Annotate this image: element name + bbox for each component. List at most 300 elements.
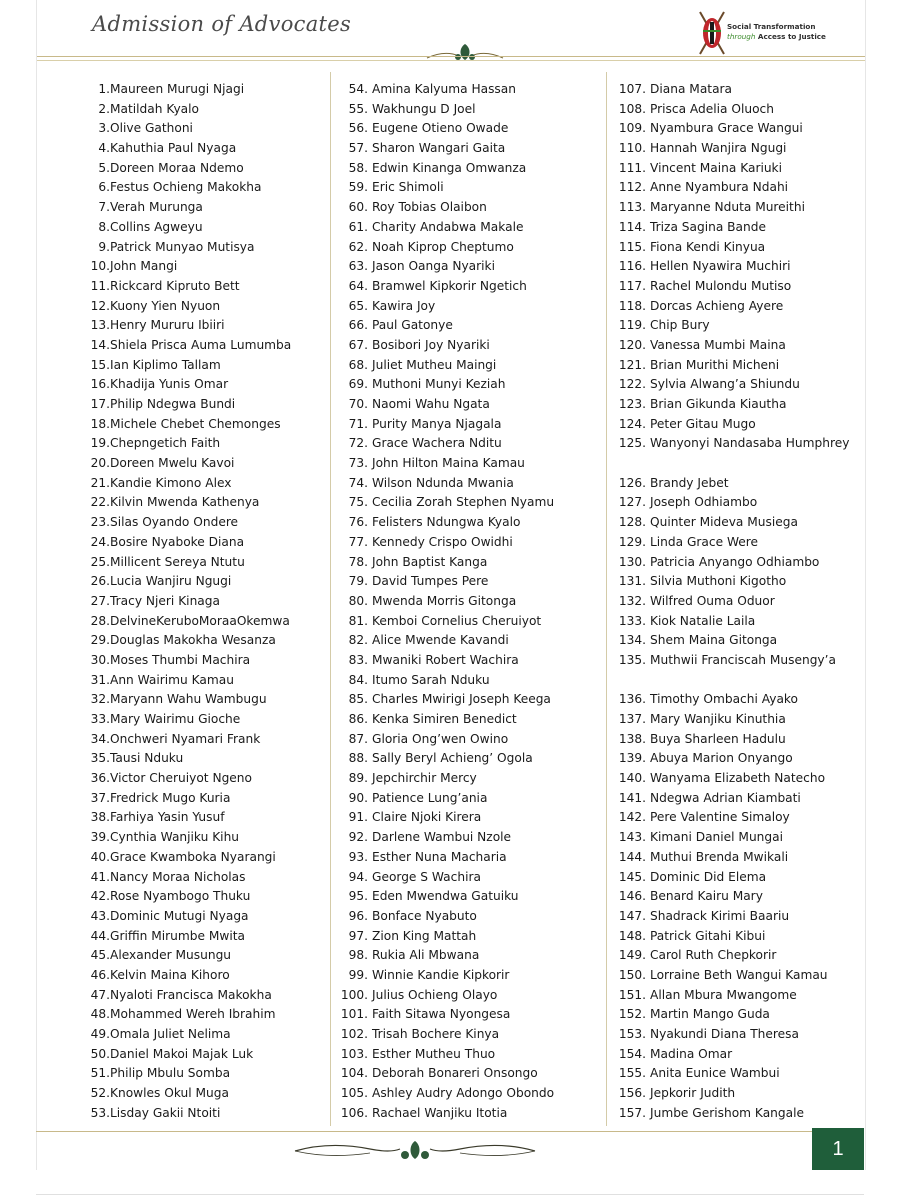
list-item-name: Timothy Ombachi Ayako xyxy=(650,692,798,707)
list-item-number: 145. xyxy=(618,869,646,884)
list-item-name: DelvineKeruboMoraaOkemwa xyxy=(110,613,290,628)
list-item-number: 68. xyxy=(348,357,368,372)
coat-of-arms-icon xyxy=(697,8,727,58)
list-item-number: 157. xyxy=(618,1105,646,1120)
list-item-name: Madina Omar xyxy=(650,1046,733,1061)
list-item-number: 52. xyxy=(90,1086,110,1101)
list-item-name: Diana Matara xyxy=(650,82,733,96)
list-item-name: Nyambura Grace Wangui xyxy=(650,121,803,136)
list-item-number: 34. xyxy=(90,731,110,746)
header-rule-secondary xyxy=(37,60,865,61)
list-item-name: John Hilton Maina Kamau xyxy=(372,456,525,471)
list-item-number: 131. xyxy=(618,574,646,589)
logo-tagline xyxy=(727,18,826,42)
list-item-name: Esther Mutheu Thuo xyxy=(372,1046,496,1061)
list-item-name: Hannah Wanjira Ngugi xyxy=(650,141,787,156)
list-item-name: Henry Mururu Ibiiri xyxy=(110,318,225,333)
list-item-number: 129. xyxy=(618,534,646,549)
list-item-name: Eden Mwendwa Gatuiku xyxy=(372,889,519,904)
list-item-name: George S Wachira xyxy=(372,869,481,884)
logo-through: through xyxy=(727,32,756,41)
list-item-name: Sally Beryl Achieng’ Ogola xyxy=(372,751,533,766)
list-item-number: 98. xyxy=(348,948,368,963)
list-item-number: 24. xyxy=(90,534,110,549)
list-item-name: Nancy Moraa Nicholas xyxy=(110,869,246,884)
logo-line2: Access to Justice xyxy=(757,32,826,41)
list-item-name: Deborah Bonareri Onsongo xyxy=(372,1066,538,1081)
list-item-name: Allan Mbura Mwangome xyxy=(650,987,797,1002)
list-item-number: 7. xyxy=(98,200,110,215)
list-item-number: 117. xyxy=(618,278,646,293)
list-item-number: 152. xyxy=(618,1007,646,1022)
list-item-number: 19. xyxy=(90,436,110,451)
list-item-name: Lucia Wanjiru Ngugi xyxy=(110,574,232,589)
list-item-number: 15. xyxy=(90,357,110,372)
list-item-number: 133. xyxy=(618,613,646,628)
list-item-number: 141. xyxy=(618,790,646,805)
list-item-name: Juliet Mutheu Maingi xyxy=(372,357,497,372)
list-item-number: 121. xyxy=(618,357,646,372)
list-item-number: 67. xyxy=(348,337,368,352)
list-item-name: Wakhungu D Joel xyxy=(372,101,476,116)
list-item-number: 89. xyxy=(348,771,368,786)
list-item-number: 25. xyxy=(90,554,110,569)
list-item-name: Cynthia Wanjiku Kihu xyxy=(110,830,240,845)
list-item-name: Kenka Simiren Benedict xyxy=(372,712,517,726)
list-item-number: 39. xyxy=(90,830,110,845)
list-item-number: 136. xyxy=(618,692,646,707)
list-item-number: 85. xyxy=(348,692,368,707)
list-item-name: Anne Nyambura Ndahi xyxy=(650,180,789,195)
list-item-number: 110. xyxy=(618,141,646,156)
list-item-name: David Tumpes Pere xyxy=(372,574,489,589)
list-item-name: Brian Gikunda Kiautha xyxy=(650,397,787,411)
list-item-name: Edwin Kinanga Omwanza xyxy=(372,160,527,175)
list-item-number: 4. xyxy=(98,141,110,156)
list-item-name: Rukia Ali Mbwana xyxy=(372,948,480,963)
list-item-name: Rose Nyambogo Thuku xyxy=(110,889,251,904)
header-ornament-icon xyxy=(425,40,505,66)
list-item-number: 125. xyxy=(618,436,646,451)
list-item-number: 65. xyxy=(348,298,368,313)
list-item-name: Itumo Sarah Nduku xyxy=(372,672,490,687)
list-item-name: Alexander Musungu xyxy=(110,948,232,963)
list-item-number: 53. xyxy=(90,1105,110,1120)
list-item-number: 30. xyxy=(90,652,110,667)
list-item-number: 122. xyxy=(618,377,646,392)
list-item-number: 50. xyxy=(90,1046,110,1061)
list-item-name: Brian Murithi Micheni xyxy=(650,357,780,372)
list-item-number: 12. xyxy=(90,298,110,313)
list-item-name: Kelvin Maina Kihoro xyxy=(110,967,230,982)
list-item-name: Tausi Nduku xyxy=(110,751,184,766)
list-item-name: Kennedy Crispo Owidhi xyxy=(372,534,513,549)
list-item-name: Bramwel Kipkorir Ngetich xyxy=(372,278,527,293)
list-item-number: 5. xyxy=(98,160,110,175)
list-item-name: Alice Mwende Kavandi xyxy=(372,633,509,648)
list-item-name: Mary Wairimu Gioche xyxy=(110,712,241,726)
list-item-number: 149. xyxy=(618,948,646,963)
list-item-name: Hellen Nyawira Muchiri xyxy=(650,259,791,274)
list-item-name: Wilson Ndunda Mwania xyxy=(372,475,514,490)
list-item-number: 103. xyxy=(340,1046,368,1061)
logo-line1: Social Transformation xyxy=(727,22,816,31)
list-item-number: 150. xyxy=(618,967,646,982)
list-item-number: 108. xyxy=(618,101,646,116)
list-item-number: 116. xyxy=(618,259,646,274)
list-item-name: Vincent Maina Kariuki xyxy=(650,160,783,175)
list-item-number: 111. xyxy=(618,160,646,175)
list-item-number: 61. xyxy=(348,219,368,234)
list-item-number: 29. xyxy=(90,633,110,648)
list-item-number: 11. xyxy=(90,278,110,293)
list-item-name: Jumbe Gerishom Kangale xyxy=(650,1105,804,1120)
list-item-name: Chepngetich Faith xyxy=(110,436,221,451)
list-item-name: Patience Lung’ania xyxy=(372,790,488,805)
list-item-name: Muthwii Franciscah Musengy’a xyxy=(650,652,836,667)
list-item-name: Trisah Bochere Kinya xyxy=(372,1027,500,1041)
list-item-number: 6. xyxy=(98,180,110,195)
list-item-number: 31. xyxy=(90,672,110,687)
list-item-number: 124. xyxy=(618,416,646,431)
list-item-number: 9. xyxy=(98,239,110,254)
list-item-name: Muthoni Munyi Keziah xyxy=(372,377,506,392)
list-item-number: 48. xyxy=(90,1007,110,1022)
list-item-name: Olive Gathoni xyxy=(110,121,193,136)
list-item-number: 82. xyxy=(348,633,368,648)
list-item-number: 2. xyxy=(98,101,110,116)
list-item-number: 38. xyxy=(90,810,110,825)
list-item-name: Jason Oanga Nyariki xyxy=(372,259,495,274)
list-item-number: 76. xyxy=(348,515,368,530)
list-item-number: 49. xyxy=(90,1027,110,1041)
list-item-number: 55. xyxy=(348,101,368,116)
list-item-name: Zion King Mattah xyxy=(372,928,477,943)
list-item-number: 64. xyxy=(348,278,368,293)
list-item-name: Fredrick Mugo Kuria xyxy=(110,790,231,805)
list-item-name: Collins Agweyu xyxy=(110,219,203,234)
list-item-name: Silvia Muthoni Kigotho xyxy=(650,574,787,589)
list-item-name: Ann Wairimu Kamau xyxy=(110,672,234,687)
list-item-name: Patrick Gitahi Kibui xyxy=(650,928,766,943)
list-item-name: Sharon Wangari Gaita xyxy=(372,141,506,156)
list-item-name: Patricia Anyango Odhiambo xyxy=(650,554,820,569)
list-item-number: 96. xyxy=(348,908,368,923)
list-item-name: Bosibori Joy Nyariki xyxy=(372,337,490,352)
list-item-number: 59. xyxy=(348,180,368,195)
footer-ornament-icon xyxy=(290,1135,540,1167)
list-item-name: Ian Kiplimo Tallam xyxy=(110,357,221,372)
list-item-name: Benard Kairu Mary xyxy=(650,889,763,904)
list-item-number: 97. xyxy=(348,928,368,943)
list-item-number: 83. xyxy=(348,652,368,667)
list-item-name: Grace Wachera Nditu xyxy=(372,436,502,451)
list-item-number: 37. xyxy=(90,790,110,805)
list-item-name: Verah Murunga xyxy=(110,200,203,215)
list-item-number: 148. xyxy=(618,928,646,943)
page-title: Admission of Advocates xyxy=(92,12,352,36)
list-item-number: 72. xyxy=(348,436,368,451)
list-item-number: 22. xyxy=(90,495,110,510)
list-item-name: Claire Njoki Kirera xyxy=(372,810,482,825)
list-item-name: Triza Sagina Bande xyxy=(650,219,766,234)
list-item-name: Khadija Yunis Omar xyxy=(110,377,229,392)
list-item-number: 32. xyxy=(90,692,110,707)
list-item-number: 115. xyxy=(618,239,646,254)
list-item-number: 42. xyxy=(90,889,110,904)
list-item-number: 46. xyxy=(90,967,110,982)
list-item-number: 40. xyxy=(90,849,110,864)
list-item-number: 28. xyxy=(90,613,110,628)
list-item-number: 79. xyxy=(348,574,368,589)
list-item-number: 54. xyxy=(348,82,368,96)
list-item-name: Onchweri Nyamari Frank xyxy=(110,731,261,746)
list-item-number: 144. xyxy=(618,849,646,864)
list-item-name: Vanessa Mumbi Maina xyxy=(650,337,786,352)
list-item-number: 109. xyxy=(618,121,646,136)
list-item-name: Eric Shimoli xyxy=(372,180,444,195)
list-item-number: 57. xyxy=(348,141,368,156)
list-item-name: Chip Bury xyxy=(650,318,710,333)
list-item-number: 100. xyxy=(340,987,368,1002)
list-item-number: 69. xyxy=(348,377,368,392)
list-item-number: 126. xyxy=(618,475,646,490)
list-item-number: 132. xyxy=(618,593,646,608)
header-rule xyxy=(37,56,865,57)
list-item-number: 151. xyxy=(618,987,646,1002)
list-item-name: Omala Juliet Nelima xyxy=(110,1027,231,1041)
list-item-number: 17. xyxy=(90,397,110,411)
list-item-name: Purity Manya Njagala xyxy=(372,416,502,431)
list-item-name: Kemboi Cornelius Cheruiyot xyxy=(372,613,542,628)
list-item-name: Philip Mbulu Somba xyxy=(110,1066,231,1081)
list-item-number: 77. xyxy=(348,534,368,549)
list-item-name: Griffin Mirumbe Mwita xyxy=(110,928,245,943)
page-number-box xyxy=(812,1128,864,1170)
list-item-name: Naomi Wahu Ngata xyxy=(372,397,490,411)
list-item-name: Noah Kiprop Cheptumo xyxy=(372,239,514,254)
list-item-number: 102. xyxy=(340,1027,368,1041)
list-item-name: Kandie Kimono Alex xyxy=(110,475,232,490)
list-item-number: 41. xyxy=(90,869,110,884)
list-item-name: Esther Nuna Macharia xyxy=(372,849,507,864)
list-item-number: 60. xyxy=(348,200,368,215)
list-item-number: 101. xyxy=(340,1007,368,1022)
list-item-number: 156. xyxy=(618,1086,646,1101)
list-item-number: 105. xyxy=(340,1086,368,1101)
list-item-name: Ashley Audry Adongo Obondo xyxy=(372,1086,555,1101)
list-item-number: 14. xyxy=(90,337,110,352)
list-item-number: 10. xyxy=(90,259,110,274)
list-item-name: Rachel Mulondu Mutiso xyxy=(650,278,792,293)
list-item-number: 73. xyxy=(348,456,368,471)
list-item-number: 120. xyxy=(618,337,646,352)
list-item-name: Brandy Jebet xyxy=(650,475,729,490)
list-item-number: 80. xyxy=(348,593,368,608)
list-item-name: Charity Andabwa Makale xyxy=(372,219,524,234)
list-item-number: 86. xyxy=(348,712,368,726)
list-item-name: Quinter Mideva Musiega xyxy=(650,515,798,530)
list-item-name: Amina Kalyuma Hassan xyxy=(372,82,516,96)
list-item-number: 138. xyxy=(618,731,646,746)
list-item-name: Patrick Munyao Mutisya xyxy=(110,239,255,254)
list-item-name: Bosire Nyaboke Diana xyxy=(110,534,245,549)
list-item-number: 44. xyxy=(90,928,110,943)
list-item-number: 135. xyxy=(618,652,646,667)
list-item-name: Dominic Did Elema xyxy=(650,869,767,884)
list-item-name: Paul Gatonye xyxy=(372,318,453,333)
list-item-name: Mohammed Wereh Ibrahim xyxy=(110,1007,276,1022)
list-item-number: 137. xyxy=(618,712,646,727)
list-item-number: 139. xyxy=(618,751,646,766)
list-item-name: Wanyama Elizabeth Natecho xyxy=(650,771,826,786)
list-item-name: Michele Chebet Chemonges xyxy=(110,416,281,431)
list-item-number: 112. xyxy=(618,180,646,195)
list-item-number: 99. xyxy=(348,967,368,982)
list-item-name: Martin Mango Guda xyxy=(650,1007,770,1022)
list-item-number: 127. xyxy=(618,495,646,510)
list-item-name: Philip Ndegwa Bundi xyxy=(110,397,236,411)
list-item-name: Jepchirchir Mercy xyxy=(372,771,477,786)
list-item-name: Rickcard Kipruto Bett xyxy=(110,278,240,293)
list-item-number: 106. xyxy=(340,1105,368,1120)
list-item-number: 87. xyxy=(348,731,368,746)
list-item-name: Doreen Mwelu Kavoi xyxy=(110,456,235,471)
list-item-name: Kawira Joy xyxy=(372,298,436,313)
list-item-name: Bonface Nyabuto xyxy=(372,908,477,923)
list-item-name: Gloria Ong’wen Owino xyxy=(372,731,509,746)
footer-rule xyxy=(36,1131,812,1132)
judiciary-logo xyxy=(697,8,887,58)
list-item-name: Wilfred Ouma Oduor xyxy=(650,593,775,608)
column-divider xyxy=(606,72,607,1126)
list-item-number: 154. xyxy=(618,1046,646,1061)
list-item-number: 47. xyxy=(90,987,110,1002)
list-item-number: 16. xyxy=(90,377,110,392)
list-item-name: Shiela Prisca Auma Lumumba xyxy=(110,337,292,352)
list-item-number: 88. xyxy=(348,751,368,766)
list-item-name: Farhiya Yasin Yusuf xyxy=(110,810,225,825)
list-item-number: 92. xyxy=(348,830,368,845)
list-item-name: Doreen Moraa Ndemo xyxy=(110,160,244,175)
list-item-name: Linda Grace Were xyxy=(650,534,759,549)
list-item-number: 130. xyxy=(618,554,646,569)
list-item-name: Prisca Adelia Oluoch xyxy=(650,101,774,116)
list-item-number: 134. xyxy=(618,633,646,648)
list-item-name: Pere Valentine Simaloy xyxy=(650,810,790,825)
list-item-name: Shem Maina Gitonga xyxy=(650,633,778,648)
list-item-name: Shadrack Kirimi Baariu xyxy=(650,908,790,923)
list-item-number: 142. xyxy=(618,810,646,825)
list-item-name: Lisday Gakii Ntoiti xyxy=(110,1105,221,1120)
list-item-name: Maureen Murugi Njagi xyxy=(110,82,245,96)
list-item-name: Julius Ochieng Olayo xyxy=(372,987,498,1002)
list-item-name: Roy Tobias Olaibon xyxy=(372,200,487,215)
list-item-number: 123. xyxy=(618,397,646,411)
list-item-name: Kiok Natalie Laila xyxy=(650,613,756,628)
list-item-name: Faith Sitawa Nyongesa xyxy=(372,1007,511,1022)
list-item-name: Jepkorir Judith xyxy=(650,1086,736,1101)
list-item-name: Moses Thumbi Machira xyxy=(110,652,251,667)
list-item-number: 78. xyxy=(348,554,368,569)
list-item-name: Dominic Mutugi Nyaga xyxy=(110,908,249,923)
list-item-name: Sylvia Alwang’a Shiundu xyxy=(650,377,800,392)
list-item-number: 113. xyxy=(618,200,646,215)
list-item-number: 146. xyxy=(618,889,646,904)
list-item-name: Charles Mwirigi Joseph Keega xyxy=(372,692,551,707)
list-item-number: 118. xyxy=(618,298,646,313)
list-item-name: Mwenda Morris Gitonga xyxy=(372,593,517,608)
list-item-name: Maryann Wahu Wambugu xyxy=(110,692,267,707)
list-item-number: 153. xyxy=(618,1027,646,1042)
list-item-number: 66. xyxy=(348,318,368,333)
list-item-name: Eugene Otieno Owade xyxy=(372,121,509,136)
list-item-number: 63. xyxy=(348,259,368,274)
list-item-number: 95. xyxy=(348,889,368,904)
list-item-name: Daniel Makoi Majak Luk xyxy=(110,1046,254,1061)
list-item-name: Carol Ruth Chepkorir xyxy=(650,948,777,963)
list-item-number: 1. xyxy=(98,82,110,96)
list-item-number: 35. xyxy=(90,751,110,766)
list-item-number: 45. xyxy=(90,948,110,963)
list-item-name: Knowles Okul Muga xyxy=(110,1086,229,1101)
page-number: 1 xyxy=(832,1138,844,1160)
list-item-name: Abuya Marion Onyango xyxy=(650,751,793,766)
list-item-number: 74. xyxy=(348,475,368,490)
list-item-name: Nyakundi Diana Theresa xyxy=(650,1027,799,1042)
list-item-name: Tracy Njeri Kinaga xyxy=(110,593,220,608)
list-item-name: John Baptist Kanga xyxy=(372,554,488,569)
list-item-number: 147. xyxy=(618,908,646,923)
list-item-name: Anita Eunice Wambui xyxy=(650,1066,780,1081)
list-item-number: 75. xyxy=(348,495,368,510)
list-item-name: Matildah Kyalo xyxy=(110,101,199,116)
list-item-number: 84. xyxy=(348,672,368,687)
list-item-number: 13. xyxy=(90,318,110,333)
list-item-name: Kuony Yien Nyuon xyxy=(110,298,221,313)
list-item-number: 33. xyxy=(90,712,110,726)
list-item-name: Joseph Odhiambo xyxy=(650,495,758,510)
list-item-name: Silas Oyando Ondere xyxy=(110,515,239,530)
list-item-number: 81. xyxy=(348,613,368,628)
list-item-number: 119. xyxy=(618,318,646,333)
list-item-number: 107. xyxy=(618,82,646,96)
list-item-number: 71. xyxy=(348,416,368,431)
list-item-number: 51. xyxy=(90,1066,110,1081)
list-item-name: John Mangi xyxy=(110,259,178,274)
list-item-number: 56. xyxy=(348,121,368,136)
list-item-name: Millicent Sereya Ntutu xyxy=(110,554,245,569)
list-item-name: Muthui Brenda Mwikali xyxy=(650,849,789,864)
list-item-name: Peter Gitau Mugo xyxy=(650,416,756,431)
list-item-name: Rachael Wanjiku Itotia xyxy=(372,1105,508,1120)
list-item-number: 23. xyxy=(90,515,110,530)
page-bottom-edge xyxy=(36,1194,864,1195)
list-item-number: 93. xyxy=(348,849,368,864)
list-item-name: Wanyonyi Nandasaba Humphrey xyxy=(650,436,850,451)
list-item-number: 143. xyxy=(618,830,646,845)
list-item-name: Nyaloti Francisca Makokha xyxy=(110,987,272,1002)
list-item-name: Festus Ochieng Makokha xyxy=(110,180,262,195)
list-item-number: 26. xyxy=(90,574,110,589)
list-item-number: 91. xyxy=(348,810,368,825)
list-item-number: 27. xyxy=(90,593,110,608)
list-item-name: Dorcas Achieng Ayere xyxy=(650,298,784,313)
list-item-number: 155. xyxy=(618,1066,646,1081)
list-item-number: 90. xyxy=(348,790,368,805)
list-item-name: Ndegwa Adrian Kiambati xyxy=(650,790,801,805)
list-item-number: 94. xyxy=(348,869,368,884)
